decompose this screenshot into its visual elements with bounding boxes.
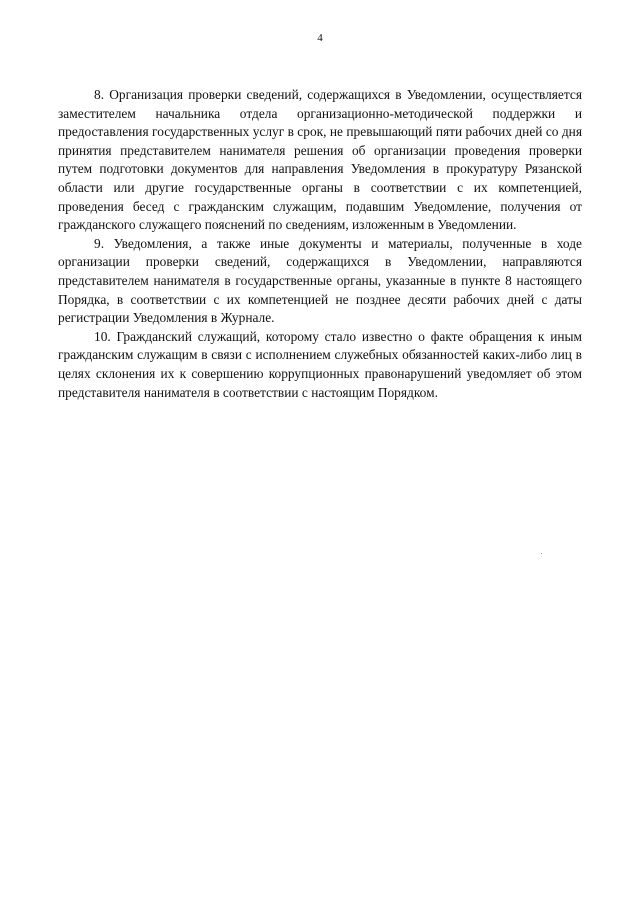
paragraph-10: 10. Гражданский служащий, которому стало известно о факте обращения к иным гражданским служащим в связи с исполнением служебных обязанностей каких-либо лиц в целях склонения их к совершению коррупционных правонарушений уведомляет об этом представителя нанимателя в соответствии с настоящим Порядком. [58, 328, 582, 400]
page-number: 4 [317, 32, 323, 44]
paragraph-8: 8. Организация проверки сведений, содержащихся в Уведомлении, осуществляется заместителем начальника отдела организационно-методической поддержки и предоставления государственных услуг в срок, не превышающий пяти рабочих дней со дня принятия представителем нанимателя решения об организации проведения проверки путем подготовки документов для направления Уведомления в прокуратуру Рязанской области или другие государственные органы в соответствии с их компетенцией, проведения бесед с гражданским служащим, подавшим Уведомление, получения от гражданского служащего пояснений по сведениям, изложенным в Уведомлении. [58, 87, 582, 233]
paragraph-9: 9. Уведомления, а также иные документы и материалы, полученные в ходе организации проверки сведений, содержащихся в Уведомлении, направляются представителем нанимателя в государственные органы, указанные в пункте 8 настоящего Порядка, в соответствии с их компетенцией не позднее десяти рабочих дней с даты регистрации Уведомления в Журнале. [58, 235, 582, 326]
document-body [58, 86, 582, 402]
scan-speck [541, 553, 542, 554]
